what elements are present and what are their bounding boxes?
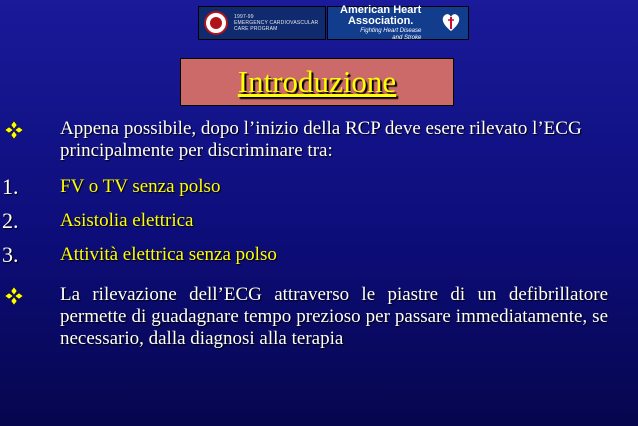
list-item-text: Asistolia elettrica [60, 210, 194, 231]
seal-icon [204, 11, 228, 35]
list-item-text: FV o TV senza polso [60, 176, 221, 197]
list-item-text: La rilevazione dell’ECG attraverso le piastre di un defibrillatore permette di guadagnare tempo prezioso per passare immediatamente, se necessario, dalla diagnosi alla terapia [60, 284, 608, 349]
list-item-text: Attività elettrica senza polso [60, 244, 277, 265]
aha-name-line1: American Heart [340, 4, 422, 16]
title-box [180, 58, 454, 106]
ecc-program-logo [198, 6, 326, 40]
list-number: 3. [2, 242, 19, 267]
aha-tagline-line2: and Stroke [392, 35, 422, 41]
ecc-line: CARE PROGRAM [234, 26, 278, 32]
aha-logo [327, 6, 469, 40]
ecc-line: 1997-99 [234, 14, 254, 20]
diamond-bullet-icon [4, 120, 24, 140]
aha-tagline-line1: Fighting Heart Disease [360, 28, 422, 34]
ecc-program-text [234, 14, 318, 32]
ecc-line: EMERGENCY CARDIOVASCULAR [234, 20, 319, 26]
list-number: 1. [2, 174, 19, 199]
list-number: 2. [2, 208, 19, 233]
diamond-bullet-icon [4, 286, 24, 306]
page-title: Introduzione [237, 64, 397, 99]
heart-torch-icon [440, 11, 462, 33]
list-item-text: Appena possibile, dopo l’inizio della RCP deve esere rilevato l’ECG principalmente per discriminare tra: [60, 118, 582, 161]
aha-name-line2: Association. [347, 15, 414, 27]
